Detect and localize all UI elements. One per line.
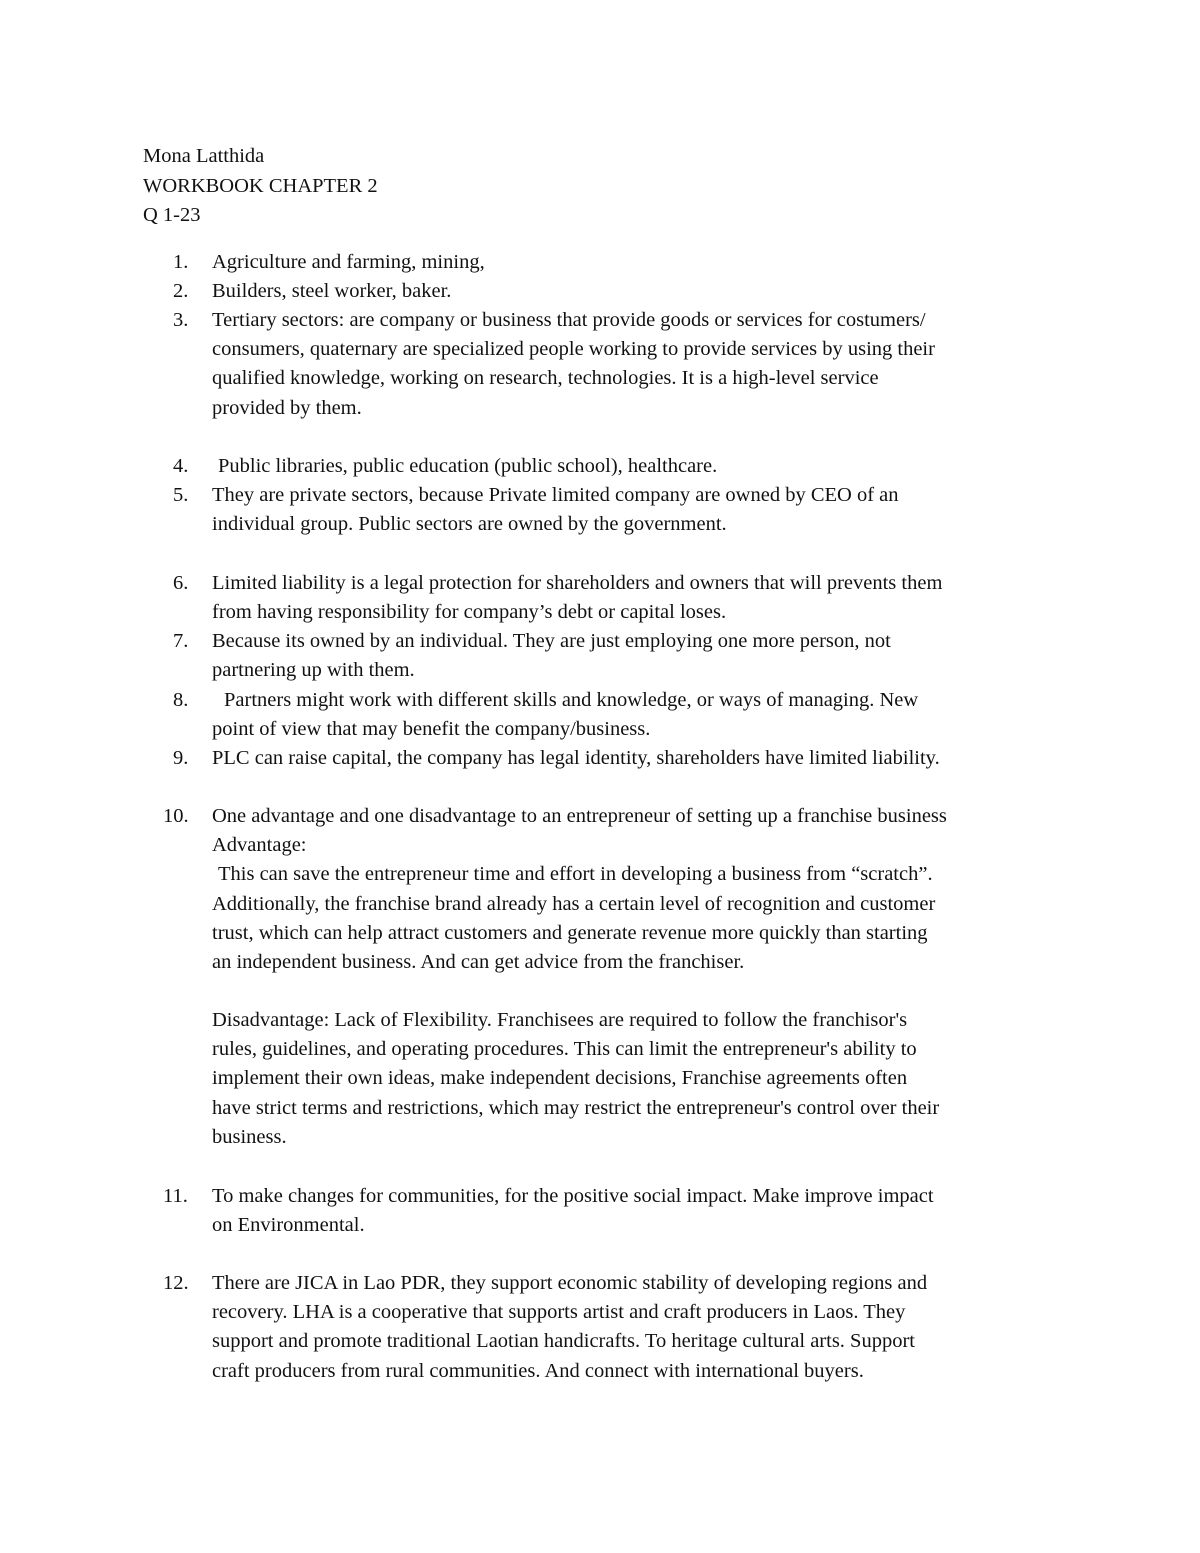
item-number: 1. xyxy=(173,251,189,273)
item-text: Agriculture and farming, mining, xyxy=(212,251,485,273)
item-number: 9. xyxy=(173,747,189,769)
item-text: craft producers from rural communities. And connect with international buyers. xyxy=(212,1359,864,1382)
item-text: This can save the entrepreneur time and effort in developing a business from “scratch”. xyxy=(218,863,933,886)
item-number: 3. xyxy=(173,309,189,331)
item-text: partnering up with them. xyxy=(212,659,415,682)
item-text: Builders, steel worker, baker. xyxy=(212,280,452,302)
item-text: They are private sectors, because Private limited company are owned by CEO of an xyxy=(212,484,899,506)
item-text: rules, guidelines, and operating procedures. This can limit the entrepreneur's ability to xyxy=(212,1038,917,1061)
item-text: point of view that may benefit the company/business. xyxy=(212,718,651,741)
item-text: have strict terms and restrictions, which may restrict the entrepreneur's control over their xyxy=(212,1096,940,1119)
item-text: from having responsibility for company’s debt or capital loses. xyxy=(212,601,727,624)
item-text: trust, which can help attract customers and generate revenue more quickly than starting xyxy=(212,921,928,944)
document-title: WORKBOOK CHAPTER 2 xyxy=(143,175,378,197)
item-number: 2. xyxy=(173,280,189,302)
author-name: Mona Latthida xyxy=(143,145,265,167)
item-text: an independent business. And can get advice from the franchiser. xyxy=(212,951,745,974)
item-text: There are JICA in Lao PDR, they support economic stability of developing regions and xyxy=(212,1272,928,1294)
item-text: provided by them. xyxy=(212,396,362,419)
item-text: Additionally, the franchise brand already has a certain level of recognition and customer xyxy=(212,892,936,915)
question-range: Q 1-23 xyxy=(143,204,201,226)
item-text: qualified knowledge, working on research, technologies. It is a high-level service xyxy=(212,367,879,390)
item-text: To make changes for communities, for the positive social impact. Make improve impact xyxy=(212,1185,934,1207)
item-text: Limited liability is a legal protection for shareholders and owners that will prevents them xyxy=(212,572,943,594)
item-number: 10. xyxy=(163,805,189,827)
item-number: 7. xyxy=(173,630,189,652)
item-text: implement their own ideas, make independent decisions, Franchise agreements often xyxy=(212,1067,908,1090)
item-text: Advantage: xyxy=(212,834,307,857)
item-text: One advantage and one disadvantage to an entrepreneur of setting up a franchise business xyxy=(212,805,947,827)
item-number: 4. xyxy=(173,455,189,477)
item-text: consumers, quaternary are specialized people working to provide services by using their xyxy=(212,338,935,361)
item-text: Disadvantage: Lack of Flexibility. Franchisees are required to follow the franchisor's xyxy=(212,1009,908,1031)
item-text: Public libraries, public education (public school), healthcare. xyxy=(218,455,718,477)
item-number: 11. xyxy=(163,1185,188,1207)
item-text: individual group. Public sectors are owned by the government. xyxy=(212,513,727,536)
item-text: Because its owned by an individual. They are just employing one more person, not xyxy=(212,630,891,652)
item-text: PLC can raise capital, the company has legal identity, shareholders have limited liability. xyxy=(212,747,940,769)
item-number: 8. xyxy=(173,689,189,711)
item-text: Partners might work with different skills and knowledge, or ways of managing. New xyxy=(224,689,919,711)
item-text: on Environmental. xyxy=(212,1214,365,1237)
item-number: 5. xyxy=(173,484,189,506)
item-text: business. xyxy=(212,1125,287,1148)
item-text: recovery. LHA is a cooperative that supports artist and craft producers in Laos. They xyxy=(212,1301,906,1324)
item-text: Tertiary sectors: are company or business that provide goods or services for costumers/ xyxy=(212,309,926,331)
item-text: support and promote traditional Laotian handicrafts. To heritage cultural arts. Support xyxy=(212,1330,915,1353)
item-number: 6. xyxy=(173,572,189,594)
item-number: 12. xyxy=(163,1272,189,1294)
